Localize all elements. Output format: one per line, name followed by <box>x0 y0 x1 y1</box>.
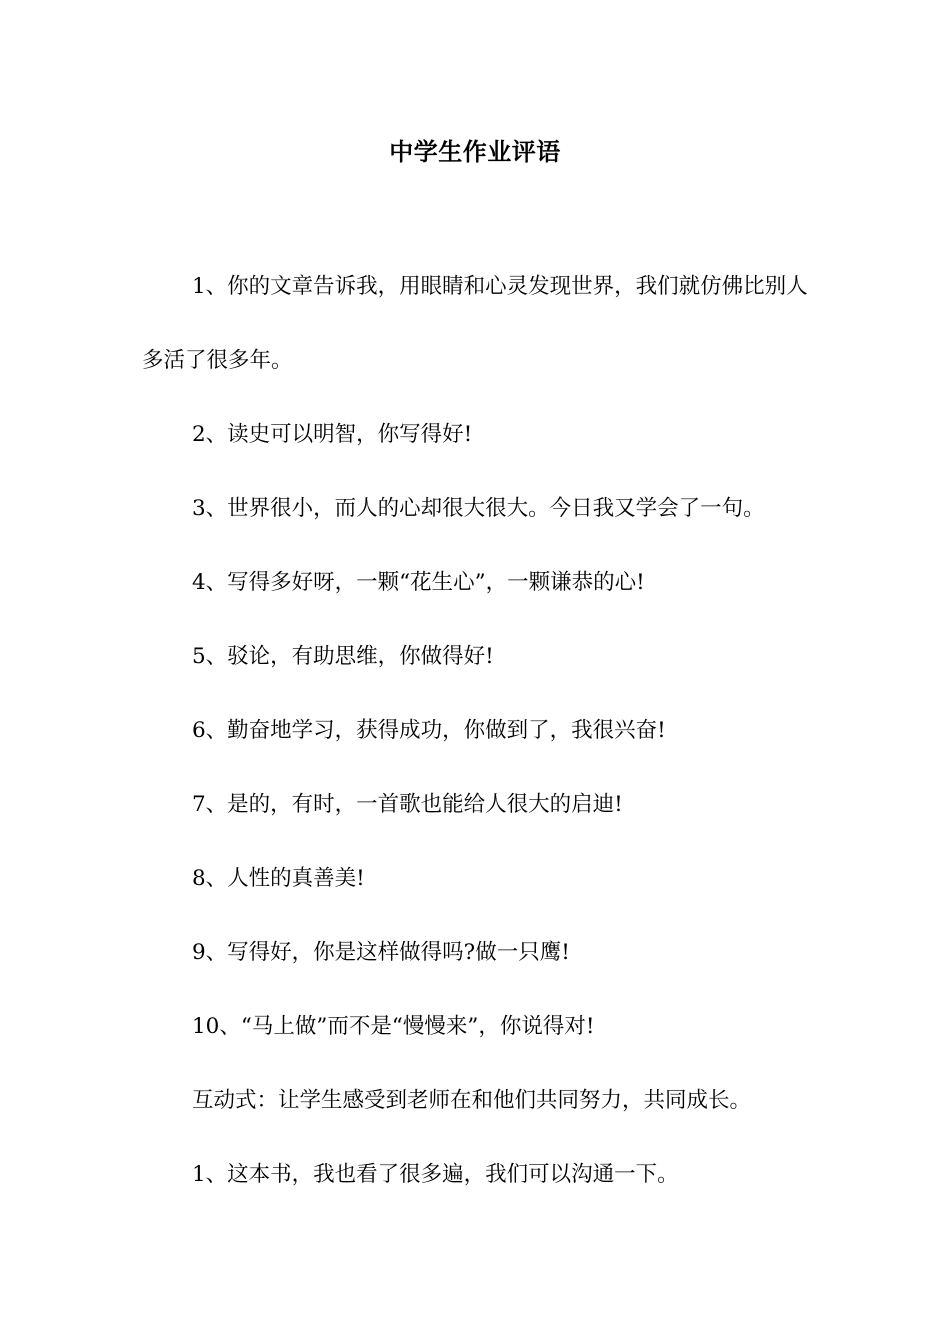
paragraph-9: 9、写得好，你是这样做得吗?做一只鹰! <box>192 940 570 965</box>
paragraph-2: 2、读史可以明智，你写得好! <box>192 422 473 447</box>
paragraph-interactive-heading: 互动式：让学生感受到老师在和他们共同努力，共同成长。 <box>192 1088 752 1113</box>
paragraph-7: 7、是的，有时，一首歌也能给人很大的启迪! <box>192 792 623 817</box>
paragraph-3: 3、世界很小，而人的心却很大很大。今日我又学会了一句。 <box>192 496 765 521</box>
document-title: 中学生作业评语 <box>389 137 561 166</box>
paragraph-6: 6、勤奋地学习，获得成功，你做到了，我很兴奋! <box>192 718 666 743</box>
paragraph-8: 8、人性的真善美! <box>192 866 365 891</box>
paragraph-interactive-1: 1、这本书，我也看了很多遍，我们可以沟通一下。 <box>192 1162 679 1187</box>
document-body <box>142 250 822 1212</box>
paragraph-4: 4、写得多好呀，一颗“花生心”，一颗谦恭的心! <box>192 570 645 595</box>
paragraph-5: 5、驳论，有助思维，你做得好! <box>192 644 494 669</box>
paragraph-10: 10、“马上做”而不是“慢慢来”，你说得对! <box>192 1014 595 1039</box>
paragraph-1: 1、你的文章告诉我，用眼睛和心灵发现世界，我们就仿佛比别人多活了很多年。 <box>142 274 808 373</box>
